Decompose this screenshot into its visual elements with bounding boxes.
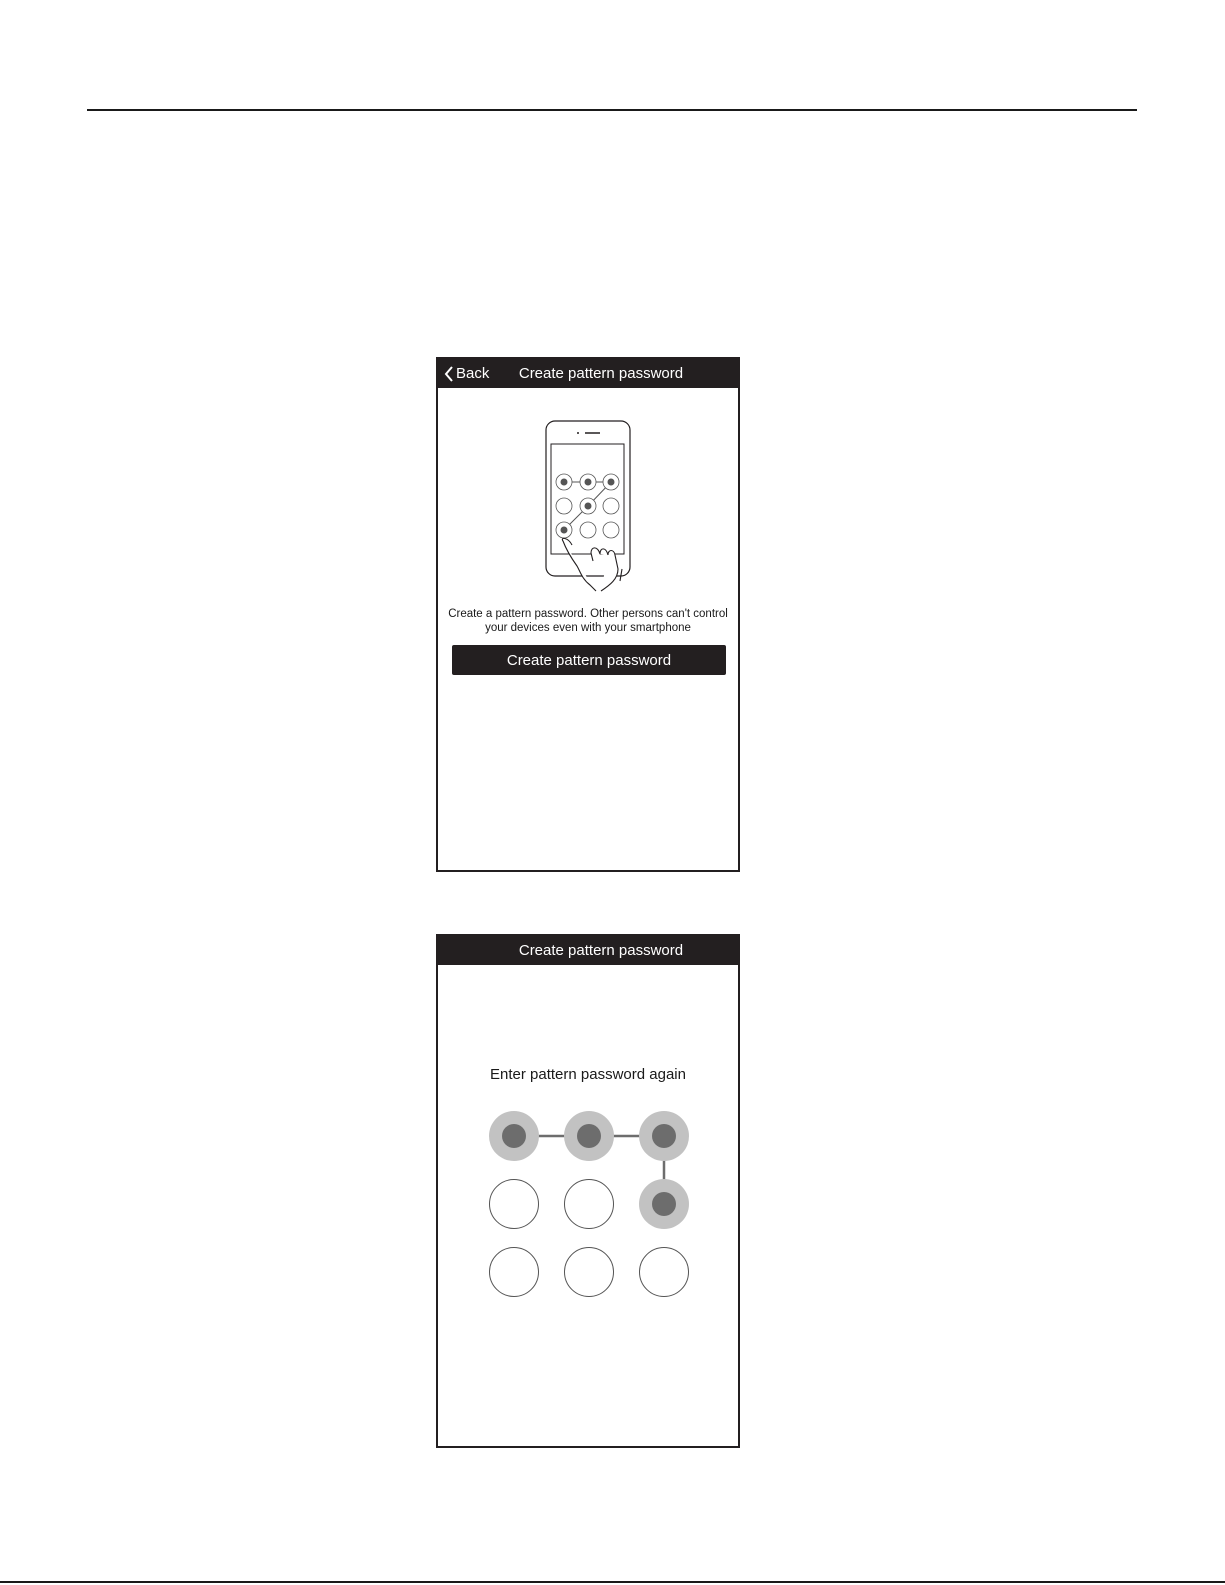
illustration-dot (556, 498, 572, 514)
pattern-dot[interactable] (490, 1248, 539, 1297)
illustration-dot (603, 522, 619, 538)
illustration-dot-selected (561, 479, 568, 486)
page-title: Create pattern password (518, 365, 684, 382)
page-title: Create pattern password (518, 942, 684, 959)
chevron-left-icon (444, 365, 454, 383)
illustration-dot (603, 498, 619, 514)
title-bar (438, 936, 738, 965)
illustration-dot-selected (585, 503, 592, 510)
description-line: your devices even with your smartphone (485, 622, 691, 634)
back-button[interactable] (444, 359, 489, 388)
create-pattern-intro-screen (436, 357, 740, 872)
pattern-dot-center (577, 1124, 601, 1148)
enter-pattern-again-screen (436, 934, 740, 1448)
pattern-dot-center (652, 1192, 676, 1216)
description-text (438, 607, 738, 635)
title-bar (438, 359, 738, 388)
pattern-dot[interactable] (565, 1248, 614, 1297)
pattern-dot[interactable] (565, 1180, 614, 1229)
back-label: Back (456, 365, 490, 382)
bottom-divider (0, 1581, 1225, 1583)
phone-pattern-illustration (544, 419, 634, 594)
description-line: Create a pattern password. Other persons can't control (448, 608, 728, 620)
pattern-dot[interactable] (490, 1180, 539, 1229)
pattern-dot[interactable] (640, 1248, 689, 1297)
illustration-dot-selected (608, 479, 615, 486)
illustration-dot (580, 522, 596, 538)
pattern-dot-center (502, 1124, 526, 1148)
pattern-dot-center (652, 1124, 676, 1148)
create-pattern-password-button[interactable]: Create pattern password (452, 645, 726, 675)
illustration-dot-selected (561, 527, 568, 534)
top-divider (87, 109, 1137, 111)
prompt-text: Enter pattern password again (490, 1066, 686, 1083)
pattern-lock-grid[interactable] (484, 1106, 694, 1306)
illustration-dot-selected (585, 479, 592, 486)
